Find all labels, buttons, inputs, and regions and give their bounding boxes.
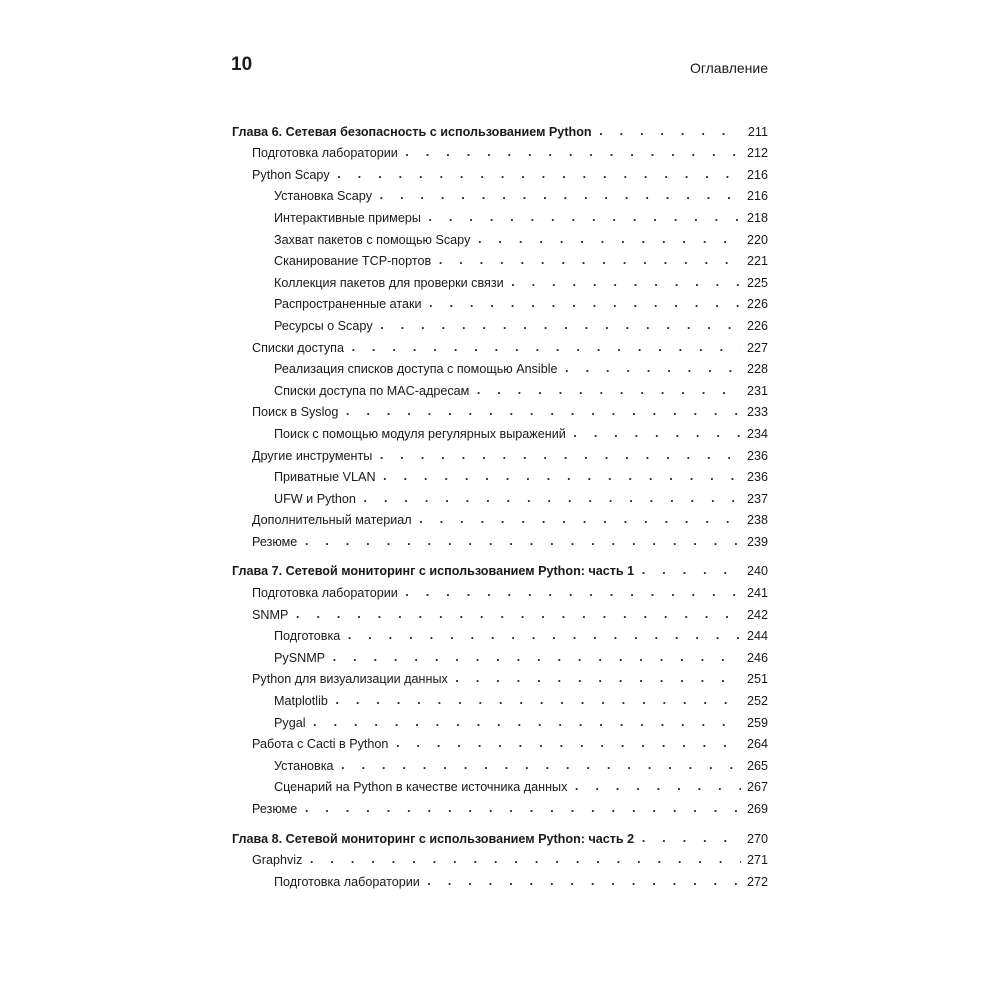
toc-entry-page-number: 226 xyxy=(746,318,768,333)
toc-entry-page-number: 252 xyxy=(746,694,768,709)
toc-entry-page-number: 251 xyxy=(746,672,768,687)
toc-entry-title: SNMP xyxy=(252,607,289,622)
toc-entry-page-number: 227 xyxy=(746,340,768,355)
toc-entry-page-number: 216 xyxy=(746,189,768,204)
toc-entry-page-number: 220 xyxy=(746,232,768,247)
toc-subsection-entry xyxy=(232,269,768,291)
toc-entry-title: Резюме xyxy=(252,802,298,816)
toc-entry-title: Приватные VLAN xyxy=(274,470,376,485)
dot-leader xyxy=(475,383,741,399)
dot-leader xyxy=(427,210,741,226)
toc-entry-page-number: 269 xyxy=(746,802,768,816)
toc-entry-page-number: 264 xyxy=(746,737,768,752)
toc-subsection-entry xyxy=(232,183,768,205)
toc-subsection-entry xyxy=(232,868,768,890)
dot-leader xyxy=(404,145,741,161)
dot-leader xyxy=(294,607,741,623)
toc-entry-page-number: 272 xyxy=(746,874,768,889)
toc-entry-page-number: 233 xyxy=(746,405,768,420)
toc-entry-title: Коллекция пакетов для проверки связи xyxy=(274,275,504,290)
toc-entry-title: Сканирование TCP-портов xyxy=(274,254,432,269)
toc-subsection-entry xyxy=(232,248,768,270)
toc-entry-page-number: 237 xyxy=(746,491,768,506)
toc-entry-title: Глава 6. Сетевая безопасность с использованием Python xyxy=(232,124,592,139)
toc-entry-title: Установка Scapy xyxy=(274,189,373,204)
dot-leader xyxy=(404,585,741,601)
dot-leader xyxy=(598,124,742,140)
dot-leader xyxy=(454,671,741,687)
toc-entry-title: Graphviz xyxy=(252,853,303,868)
toc-entry-title: Распространенные атаки xyxy=(274,297,422,312)
toc-entry-title: Установка xyxy=(274,758,334,773)
toc-section-entry xyxy=(232,399,768,421)
dot-leader xyxy=(362,491,741,507)
toc-entry-page-number: 218 xyxy=(746,210,768,225)
toc-subsection-entry xyxy=(232,204,768,226)
toc-entry-page-number: 267 xyxy=(746,780,768,795)
toc-entry-page-number: 246 xyxy=(746,650,768,665)
toc-subsection-entry xyxy=(232,752,768,774)
toc-entry-page-number: 236 xyxy=(746,470,768,485)
toc-entry-page-number: 231 xyxy=(746,383,768,398)
toc-section-entry xyxy=(232,579,768,601)
dot-leader xyxy=(394,736,741,752)
toc-section-entry xyxy=(232,528,768,550)
toc-section-entry xyxy=(232,795,768,817)
dot-leader xyxy=(382,469,741,485)
table-of-contents xyxy=(232,118,768,898)
toc-entry-page-number: 225 xyxy=(746,275,768,290)
toc-entry-title: Реализация списков доступа с помощью Ansible xyxy=(274,362,558,377)
dot-leader xyxy=(378,188,741,204)
dot-leader xyxy=(350,340,741,356)
toc-entry-title: Поиск с помощью модуля регулярных выражений xyxy=(274,426,566,441)
toc-section-entry xyxy=(232,161,768,183)
toc-section-entry xyxy=(232,140,768,162)
toc-chapter-entry xyxy=(232,825,768,847)
toc-section-entry xyxy=(232,507,768,529)
toc-subsection-entry xyxy=(232,644,768,666)
toc-entry-title: Matplotlib xyxy=(274,694,328,709)
toc-entry-page-number: 236 xyxy=(746,448,768,463)
toc-entry-title: Списки доступа xyxy=(252,340,344,355)
toc-subsection-entry xyxy=(232,774,768,796)
dot-leader xyxy=(308,852,741,868)
toc-entry-title: Дополнительный материал xyxy=(252,513,412,528)
dot-leader xyxy=(426,874,741,890)
toc-entry-page-number: 241 xyxy=(746,586,768,601)
dot-leader xyxy=(573,779,741,795)
toc-entry-page-number: 234 xyxy=(746,426,768,441)
dot-leader xyxy=(303,801,741,817)
toc-subsection-entry xyxy=(232,623,768,645)
toc-entry-page-number: 265 xyxy=(746,758,768,773)
toc-entry-title: PySNMP xyxy=(274,650,326,665)
toc-entry-page-number: 216 xyxy=(746,167,768,182)
toc-entry-title: Pygal xyxy=(274,715,306,730)
toc-entry-page-number: 226 xyxy=(746,297,768,312)
dot-leader xyxy=(564,361,741,377)
toc-entry-page-number: 240 xyxy=(746,564,768,579)
chapter-block xyxy=(232,825,768,890)
toc-section-entry xyxy=(232,442,768,464)
dot-leader xyxy=(640,563,741,579)
toc-entry-page-number: 221 xyxy=(746,254,768,269)
toc-chapter-entry xyxy=(232,558,768,580)
page-number: 10 xyxy=(231,54,253,75)
toc-entry-page-number: 239 xyxy=(746,534,768,549)
dot-leader xyxy=(428,296,741,312)
toc-entry-title: Списки доступа по MAC-адресам xyxy=(274,383,470,398)
toc-entry-page-number: 238 xyxy=(746,513,768,528)
toc-section-entry xyxy=(232,731,768,753)
dot-leader xyxy=(344,404,741,420)
toc-entry-title: Поиск в Syslog xyxy=(252,405,339,420)
toc-entry-page-number: 244 xyxy=(746,629,768,644)
dot-leader xyxy=(336,167,741,183)
dot-leader xyxy=(572,426,741,442)
toc-entry-title: Python Scapy xyxy=(252,167,330,182)
toc-entry-page-number: 270 xyxy=(746,831,768,846)
toc-entry-title: Ресурсы о Scapy xyxy=(274,318,373,333)
toc-entry-title: Другие инструменты xyxy=(252,448,373,463)
toc-entry-title: Глава 7. Сетевой мониторинг с использованием Python: часть 1 xyxy=(232,564,635,579)
toc-entry-title: Интерактивные примеры xyxy=(274,210,421,225)
toc-entry-title: Подготовка xyxy=(274,629,341,644)
toc-entry-title: Работа с Cacti в Python xyxy=(252,737,389,752)
dot-leader xyxy=(303,534,741,550)
toc-subsection-entry xyxy=(232,687,768,709)
toc-entry-page-number: 242 xyxy=(746,607,768,622)
toc-entry-page-number: 271 xyxy=(746,853,768,868)
toc-subsection-entry xyxy=(232,464,768,486)
toc-section-entry xyxy=(232,334,768,356)
toc-entry-title: Резюме xyxy=(252,534,298,549)
dot-leader xyxy=(334,693,741,709)
toc-entry-title: Подготовка лаборатории xyxy=(274,874,420,889)
toc-subsection-entry xyxy=(232,226,768,248)
toc-section-entry xyxy=(232,847,768,869)
dot-leader xyxy=(437,253,741,269)
toc-subsection-entry xyxy=(232,485,768,507)
toc-subsection-entry xyxy=(232,312,768,334)
dot-leader xyxy=(510,275,741,291)
dot-leader xyxy=(476,232,741,248)
dot-leader xyxy=(331,650,741,666)
toc-section-entry xyxy=(232,601,768,623)
toc-entry-page-number: 211 xyxy=(747,124,768,139)
chapter-block xyxy=(232,118,768,550)
dot-leader xyxy=(346,628,741,644)
toc-entry-page-number: 212 xyxy=(746,146,768,161)
toc-subsection-entry xyxy=(232,377,768,399)
toc-subsection-entry xyxy=(232,709,768,731)
toc-entry-title: Глава 8. Сетевой мониторинг с использованием Python: часть 2 xyxy=(232,831,635,846)
toc-subsection-entry xyxy=(232,420,768,442)
toc-entry-page-number: 259 xyxy=(746,715,768,730)
dot-leader xyxy=(640,831,741,847)
toc-subsection-entry xyxy=(232,291,768,313)
dot-leader xyxy=(379,318,741,334)
toc-entry-title: Сценарий на Python в качестве источника данных xyxy=(274,780,568,795)
toc-chapter-entry xyxy=(232,118,768,140)
toc-entry-page-number: 228 xyxy=(746,362,768,377)
dot-leader xyxy=(378,448,741,464)
running-head: Оглавление xyxy=(689,60,768,76)
toc-entry-title: UFW и Python xyxy=(274,491,356,506)
toc-entry-title: Подготовка лаборатории xyxy=(252,586,398,601)
toc-subsection-entry xyxy=(232,356,768,378)
dot-leader xyxy=(340,758,741,774)
dot-leader xyxy=(418,512,741,528)
toc-entry-title: Python для визуализации данных xyxy=(252,672,448,687)
toc-entry-title: Подготовка лаборатории xyxy=(252,146,398,161)
toc-section-entry xyxy=(232,666,768,688)
toc-entry-title: Захват пакетов с помощью Scapy xyxy=(274,232,471,247)
dot-leader xyxy=(312,715,741,731)
chapter-block xyxy=(232,558,768,817)
